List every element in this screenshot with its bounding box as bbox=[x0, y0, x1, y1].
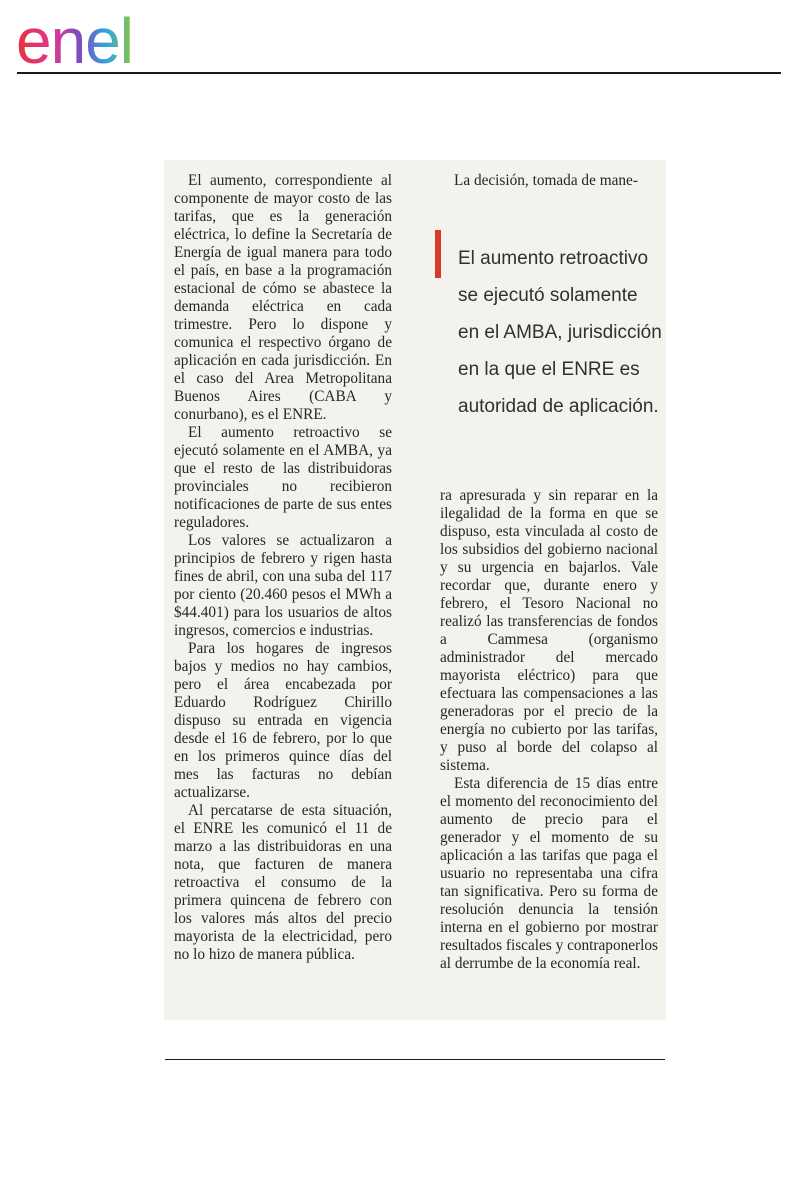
enel-logo bbox=[16, 8, 182, 70]
paragraph: El aumento, correspondiente al componente de mayor costo de las tarifas, que es la generación eléctrica, lo define la Secretaría de Energía de igual manera para todo el país, en base a la programación estacional de cómo se abastece la demanda eléctrica en cada trimestre. Pero lo dispone y comunica el respectivo órgano de aplicación en cada jurisdicción. En el caso del Area Metropolitana Buenos Aires (CABA y conurbano), es el ENRE. bbox=[174, 172, 392, 423]
paragraph: Los valores se actualizaron a principios de febrero y rigen hasta fines de abril, con una suba del 117 por ciento (20.460 pesos el MWh a $44.401) para los usuarios de altos ingresos, comercios e industrias. bbox=[174, 532, 392, 639]
paragraph: Para los hogares de ingresos bajos y medios no hay cambios, pero el área encabezada por Eduardo Rodríguez Chirillo dispuso su entrada en vigencia desde el 16 de febrero, por lo que en los primeros quince días del mes las facturas no debían actualizarse. bbox=[174, 640, 392, 801]
paragraph: Al percatarse de esta situación, el ENRE les comunicó el 11 de marzo a las distribuidoras en una nota, que facturen de manera retroactiva el consumo de la primera quincena de febrero con los valores más altos del precio mayorista de la electricidad, pero no lo hizo de manera pública. bbox=[174, 802, 392, 963]
paragraph: Esta diferencia de 15 días entre el momento del reconocimiento del aumento de precio para el generador y el momento de su aplicación a las tarifas que paga el usuario no representaba una cifra tan significativa. Pero su forma de resolución denuncia la tensión interna en el gobierno por mostrar resultados fiscales y contraponerlos al derrumbe de la economía real. bbox=[440, 775, 658, 972]
pull-quote-text: El aumento retroactivo se ejecutó solamente en el AMBA, jurisdicción en la que el ENRE es autoridad de aplicación. bbox=[458, 248, 662, 417]
article-right-column bbox=[440, 487, 658, 973]
paragraph: ra apresurada y sin reparar en la ilegalidad de la forma en que se dispuso, esta vinculada al costo de los subsidios del gobierno nacional y su urgencia en bajarlos. Vale recordar que, durante enero y febrero, el Tesoro Nacional no realizó las transferencias de fondos a Cammesa (organismo administrador del mercado mayorista eléctrico) para que efectuara las compensaciones a las generadoras por el precio de la energía no cubierto por las tarifas, y puso al borde del colapso al sistema. bbox=[440, 487, 658, 774]
header-divider bbox=[17, 72, 781, 74]
pull-quote bbox=[435, 230, 660, 460]
right-column-lead-line: La decisión, tomada de mane- bbox=[454, 172, 638, 189]
paragraph: El aumento retroactivo se ejecutó solamente en el AMBA, ya que el resto de las distribuidoras provinciales no recibieron notificaciones de parte de sus entes reguladores. bbox=[174, 424, 392, 531]
article-left-column bbox=[174, 172, 392, 964]
logo-wordmark: enel bbox=[16, 8, 133, 70]
footer-divider bbox=[165, 1059, 665, 1060]
pull-quote-accent-bar bbox=[435, 230, 441, 278]
